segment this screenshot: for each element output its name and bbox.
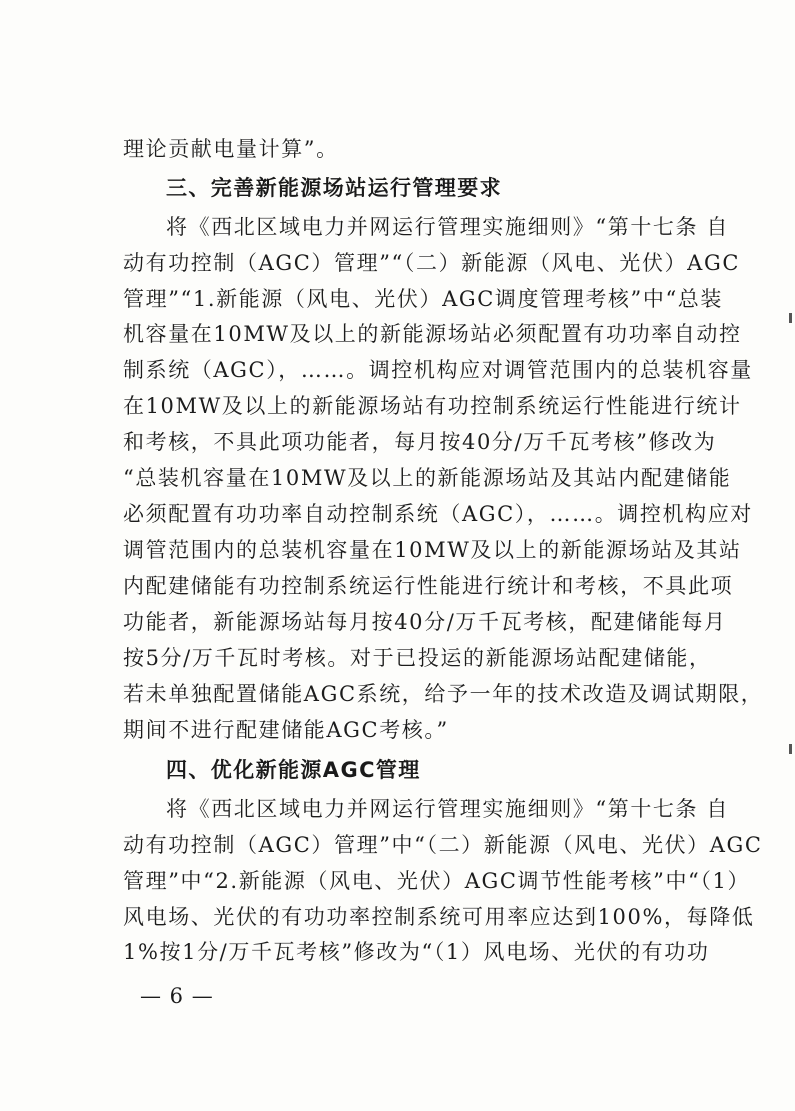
paragraph-line: 按5分/万千瓦时考核。对于已投运的新能源场站配建储能， — [123, 646, 712, 670]
paragraph-line: 调管范围内的总装机容量在10MW及以上的新能源场站及其站 — [123, 538, 742, 562]
paragraph-line: 若未单独配置储能AGC系统，给予一年的技术改造及调试期限， — [123, 682, 764, 706]
paragraph-line: 风电场、光伏的有功功率控制系统可用率应达到100%，每降低 — [123, 905, 755, 929]
scan-edge-mark — [789, 313, 792, 323]
paragraph-line: 在10MW及以上的新能源场站有功控制系统运行性能进行统计 — [123, 394, 742, 418]
paragraph-line: 制系统（AGC），……。调控机构应对调管范围内的总装机容量 — [123, 358, 753, 382]
paragraph-line: 期间不进行配建储能AGC考核。” — [123, 718, 449, 742]
paragraph-line: 将《西北区域电力并网运行管理实施细则》“第十七条 自 — [166, 797, 730, 821]
paragraph-line: 管理”“1.新能源（风电、光伏）AGC调度管理考核”中“总装 — [123, 287, 723, 311]
paragraph-line: 功能者，新能源场站每月按40分/万千瓦考核，配建储能每月 — [123, 610, 727, 634]
paragraph-line: 1%按1分/万千瓦考核”修改为“（1）风电场、光伏的有功功 — [123, 940, 710, 964]
section-heading-4: 四、优化新能源AGC管理 — [166, 758, 421, 782]
paragraph-line: 和考核，不具此项功能者，每月按40分/万千瓦考核”修改为 — [123, 430, 717, 454]
paragraph-line: 必须配置有功功率自动控制系统（AGC），……。调控机构应对 — [123, 502, 753, 526]
page-number: — 6 — — [140, 984, 214, 1008]
paragraph-line: 动有功控制（AGC）管理”“（二）新能源（风电、光伏）AGC — [123, 251, 740, 275]
paragraph-line: 管理”中“2.新能源（风电、光伏）AGC调节性能考核”中“（1） — [123, 869, 751, 893]
paragraph-line: 内配建储能有功控制系统运行性能进行统计和考核，不具此项 — [123, 574, 734, 598]
section-heading-3: 三、完善新能源场站运行管理要求 — [166, 176, 502, 200]
paragraph-line: 机容量在10MW及以上的新能源场站必须配置有功功率自动控 — [123, 322, 742, 346]
paragraph-line: 理论贡献电量计算”。 — [123, 137, 339, 161]
scan-edge-mark — [789, 744, 792, 754]
paragraph-line: “总装机容量在10MW及以上的新能源场站及其站内配建储能 — [123, 466, 732, 490]
paragraph-line: 将《西北区域电力并网运行管理实施细则》“第十七条 自 — [166, 215, 730, 239]
paragraph-line: 动有功控制（AGC）管理”中“（二）新能源（风电、光伏）AGC — [123, 833, 763, 857]
